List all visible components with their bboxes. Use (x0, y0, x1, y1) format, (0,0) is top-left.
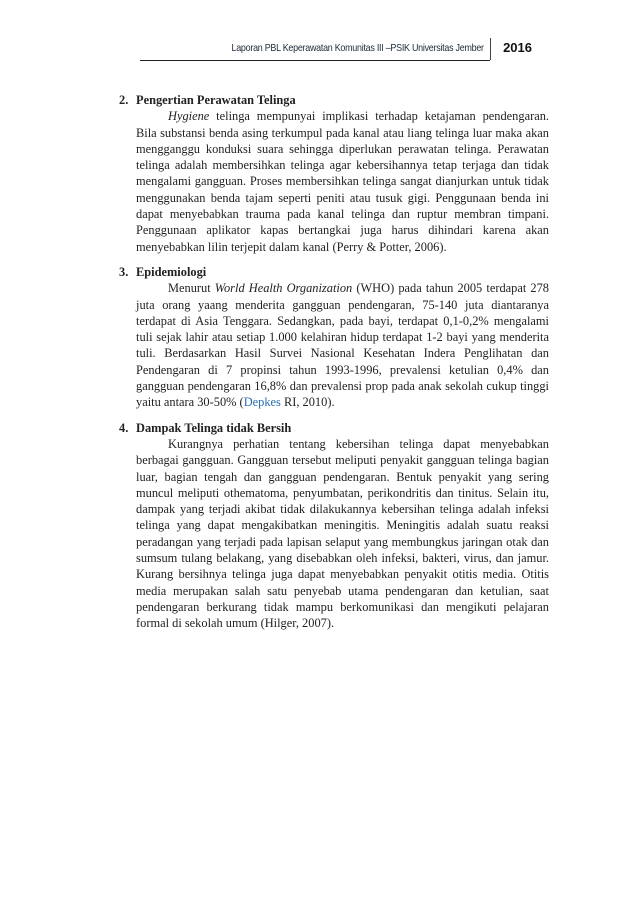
paragraph-text: telinga mempunyai implikasi terhadap ketajaman pendengaran. Bila substansi benda asing terkumpul pada kanal atau liang telinga luar maka akan mengganggu konduksi suara sehingga diperlukan perawatan telinga. Perawatan telinga adalah membersihkan telinga agar kebersihannya tetap terjaga dan tidak mengalami gangguan. Proses membersihkan telinga sangat dianjurkan untuk tidak menggunakan benda tajam seperti peniti atau tusuk gigi. Penggunaan benda ini dapat menyebabkan trauma pada kanal telinga dan ruptur membran timpani. Penggunaan aplikator kapas bertangkai juga harus dihindari karena akan menyebabkan lilin terjepit dalam kanal (Perry & Potter, 2006). (136, 109, 549, 254)
citation-link[interactable]: Depkes (243, 395, 281, 410)
document-body (119, 92, 549, 641)
section-dampak (119, 420, 549, 632)
paragraph-text: (WHO) pada tahun 2005 terdapat 278 juta orang yaang menderita gangguan pendengaran, 75-140 juta diantaranya terdapat di Asia Tenggara. Sedangkan, pada bayi, terdapat 0,1-0,2% mengalami tuli sejak lahir atau setiap 1.000 kelahiran hidup terdapat 1-2 bayi yang menderita tuli. Berdasarkan Hasil Survei Nasional Kesehatan Indera Penglihatan dan Pendengaran di 7 propinsi tahun 1993-1996, prevalensi ketulian 0,4% dan gangguan pendengaran 16,8% dan prevalensi prop pada anak sekolah cukup tinggi yaitu antara 30-50% ( (136, 281, 549, 410)
section-number: 4. (119, 420, 129, 435)
paragraph-text: RI, 2010). (280, 395, 335, 410)
section-number: 2. (119, 93, 129, 107)
page-header (140, 38, 540, 60)
section-title: Epidemiologi (136, 264, 207, 279)
section-heading (119, 420, 549, 436)
header-year: 2016 (503, 40, 532, 55)
section-epidemiologi (119, 264, 549, 411)
section-paragraph (136, 280, 549, 410)
header-title: Laporan PBL Keperawatan Komunitas III –PSIK Universitas Jember (231, 42, 484, 54)
header-separator (490, 38, 491, 60)
header-rule (140, 60, 490, 61)
section-paragraph (136, 108, 549, 255)
italic-term: Hygiene (168, 109, 210, 124)
paragraph-text: Kurangnya perhatian tentang kebersihan telinga dapat menyebabkan berbagai gangguan. Gangguan tersebut meliputi penyakit gangguan telinga bagian luar, bagian tengah dan gangguan pendengaran. Bentuk penyakit yang sering muncul meliputi othematoma, penyumbatan, perikondritis dan tinitus. Selain itu, dampak yang terjadi akibat tidak dilakukannya kebersihan telinga adalah infeksi telinga yang dapat mengakibatkan meningitis. Meningitis adalah suatu reaksi peradangan yang terjadi pada lapisan selaput yang membungkus jaringan otak dan sumsum tulang belakang, yang disebabkan oleh infeksi, bakteri, virus, dan jamur. Kurang bersihnya telinga juga dapat menyebabkan penyakit otitis media. Otitis media merupakan salah satu penyebab utama pendengaran dan ketulian, saat pendengaran berkurang tidak mampu berkomunikasi dan mengikuti pelajaran formal di sekolah umum (Hilger, 2007). (136, 436, 549, 631)
section-title: Dampak Telinga tidak Bersih (136, 420, 292, 435)
section-heading (119, 264, 549, 280)
section-heading (119, 92, 549, 108)
paragraph-text: Menurut (168, 281, 215, 296)
section-title: Pengertian Perawatan Telinga (136, 93, 296, 107)
section-number: 3. (119, 264, 129, 279)
section-paragraph (136, 436, 549, 632)
section-pengertian (119, 92, 549, 255)
italic-term: World Health Organization (214, 281, 353, 296)
